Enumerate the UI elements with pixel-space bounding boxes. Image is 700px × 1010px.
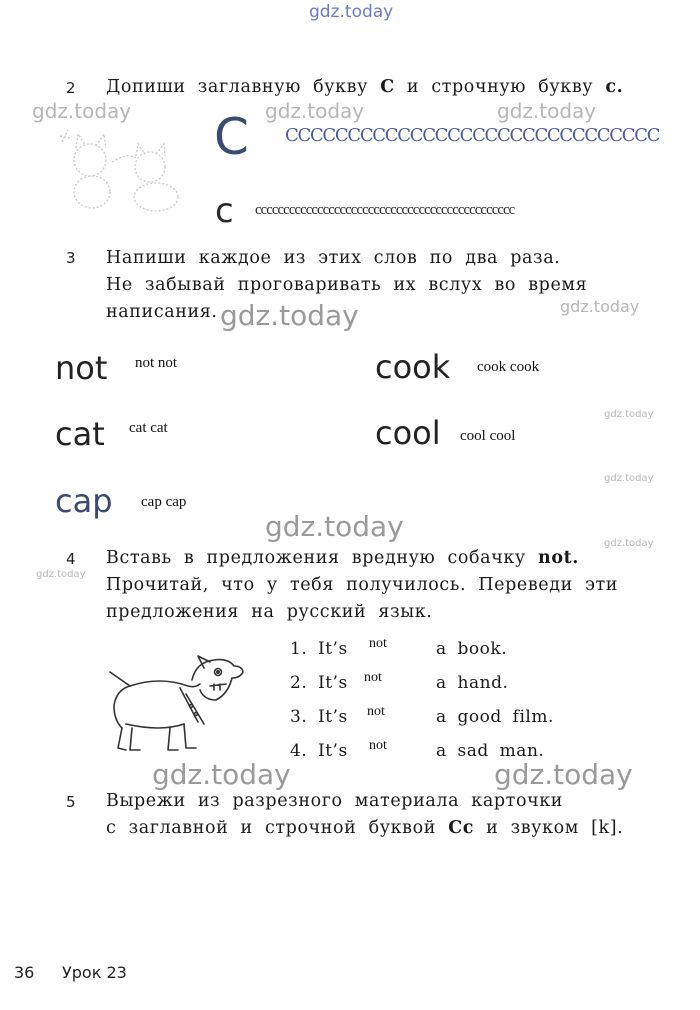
task-4-number: 4 [66, 550, 76, 568]
sentence-2-insert: not [364, 670, 382, 685]
sentence-1-insert: not [369, 636, 387, 651]
sentence-4-start: It’s [318, 741, 348, 761]
task-5-number: 5 [66, 793, 76, 811]
watermark: gdz.today [560, 297, 640, 316]
task-5-line-2-end: и звуком [k]. [486, 818, 624, 838]
watermark: gdz.today [220, 299, 359, 332]
task-5-line-2-text: с заглавной и строчной буквой [106, 818, 437, 838]
sentence-3-end: a good film. [436, 707, 554, 727]
cats-illustration [52, 122, 197, 217]
answer-not: not not [135, 355, 178, 371]
word-not: not [55, 349, 108, 387]
task-4-line-1 [106, 548, 579, 568]
task-2-text-b: и строчную букву [406, 77, 594, 97]
watermark: gdz.today [265, 99, 365, 123]
dog-illustration [100, 650, 250, 765]
task-4-keyword-not: not. [538, 548, 579, 568]
watermark: gdz.today [152, 758, 291, 791]
capital-c-sample [212, 110, 258, 162]
lesson-label: Урок 23 [62, 963, 127, 982]
sentence-2-end: a hand. [436, 673, 509, 693]
word-cook: cook [375, 348, 451, 386]
word-cat: cat [55, 415, 105, 453]
watermark-top: gdz.today [309, 2, 394, 22]
sentence-2-number: 2. [290, 673, 308, 693]
task-2-letter-lower: c. [605, 77, 624, 97]
task-4-line-2: Прочитай, что у тебя получилось. Переведи эти [106, 575, 619, 595]
watermark: gdz.today [604, 473, 654, 484]
answer-cook: cook cook [477, 359, 540, 375]
task-4-line-1-text: Вставь в предложения вредную собачку [106, 548, 526, 568]
task-3-line-1: Напиши каждое из этих слов по два раза. [106, 248, 561, 268]
word-cool: cool [375, 414, 441, 452]
task-3-line-2: Не забывай проговаривать их вслух во время [106, 275, 588, 295]
capital-c-glyph: C [214, 110, 249, 162]
lower-c-glyph: c [215, 192, 234, 226]
sentence-2-start: It’s [318, 673, 348, 693]
watermark: gdz.today [497, 99, 597, 123]
task-2-text-a: Допиши заглавную букву [106, 77, 369, 97]
sentence-4-number: 4. [290, 741, 308, 761]
answer-cap: cap cap [141, 494, 187, 510]
task-2-number: 2 [66, 79, 76, 97]
watermark: gdz.today [32, 99, 132, 123]
watermark: gdz.today [494, 758, 633, 791]
task-2-letter-capital: C [380, 77, 395, 97]
watermark: gdz.today [36, 569, 86, 580]
watermark: gdz.today [604, 409, 654, 420]
answer-cat: cat cat [129, 420, 168, 436]
sentence-3-insert: not [367, 704, 385, 719]
sentence-1-end: a book. [436, 639, 508, 659]
sentence-1-start: It’s [318, 639, 348, 659]
task-5-line-1: Вырежи из разрезного материала карточки [106, 791, 564, 811]
lower-c-row: cccccccccccccccccccccccccccccccccccccccccccccc [255, 202, 515, 218]
task-3-line-3: написания. [106, 302, 218, 322]
sentence-1-number: 1. [290, 639, 308, 659]
lower-c-sample [214, 192, 244, 226]
sentence-3-start: It’s [318, 707, 348, 727]
task-5-letters: Cc [448, 818, 474, 838]
sentences-list [288, 632, 588, 767]
task-5-line-2 [106, 818, 623, 838]
task-2-text [106, 77, 623, 97]
sentence-3-number: 3. [290, 707, 308, 727]
page-number: 36 [14, 963, 35, 982]
capital-c-row: CCCCCCCCCCCCCCCCCCCCCCCCCCCCCC [285, 125, 660, 146]
task-3-number: 3 [66, 249, 76, 267]
watermark: gdz.today [265, 510, 404, 543]
task-4-line-3: предложения на русский язык. [106, 602, 433, 622]
watermark: gdz.today [604, 538, 654, 549]
answer-cool: cool cool [460, 428, 516, 444]
sentence-4-end: a sad man. [436, 741, 545, 761]
sentence-4-insert: not [369, 738, 387, 753]
word-cap: cap [55, 482, 113, 520]
